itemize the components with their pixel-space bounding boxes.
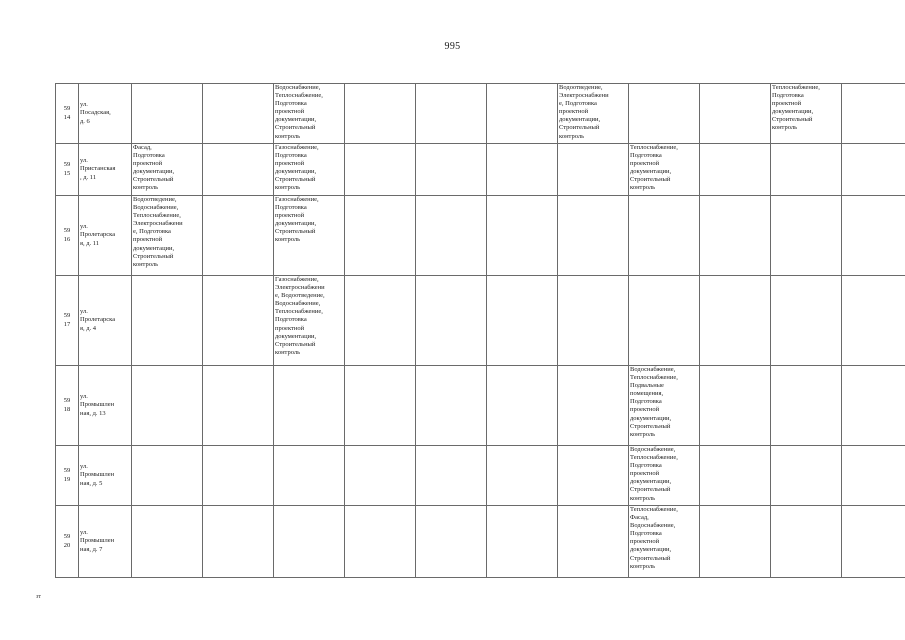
address-text: ул. Промышлен ная, д. 13 xyxy=(80,393,115,417)
work-type-cell xyxy=(487,144,558,196)
work-type-cell xyxy=(345,196,416,276)
row-number-cell xyxy=(56,506,79,578)
address-text: ул. Промышлен ная, д. 7 xyxy=(80,529,115,553)
work-type-cell xyxy=(700,196,771,276)
work-type-cell xyxy=(345,276,416,366)
work-type-text: Газоснабжение, Электроснабжени е, Водоотведение, Водоснабжение, Теплоснабжение, Подготовка проектной документации, Строительный контроль xyxy=(275,276,325,356)
work-type-text: Теплоснабжение, Подготовка проектной документации, Строительный контроль xyxy=(630,144,678,192)
address-cell xyxy=(79,84,132,144)
work-type-cell xyxy=(842,276,905,366)
row-number: 59 15 xyxy=(63,161,71,177)
work-type-cell xyxy=(629,84,700,144)
page-number: 995 xyxy=(444,41,461,52)
work-type-cell xyxy=(700,84,771,144)
work-type-cell xyxy=(842,196,905,276)
work-type-cell xyxy=(629,276,700,366)
work-type-cell xyxy=(558,196,629,276)
table-row xyxy=(56,366,905,446)
work-type-cell xyxy=(629,446,700,506)
work-type-cell xyxy=(700,276,771,366)
work-type-cell xyxy=(132,276,203,366)
row-number: 59 18 xyxy=(63,397,71,413)
work-type-cell xyxy=(274,276,345,366)
work-type-cell xyxy=(416,366,487,446)
work-type-cell xyxy=(629,506,700,578)
work-type-cell xyxy=(416,196,487,276)
table-row xyxy=(56,196,905,276)
work-type-cell xyxy=(203,506,274,578)
work-type-cell xyxy=(132,446,203,506)
work-type-cell xyxy=(558,506,629,578)
row-number: 59 16 xyxy=(63,227,71,243)
address-text: ул. Пролетарска я, д. 4 xyxy=(80,308,116,332)
address-cell xyxy=(79,506,132,578)
work-type-cell xyxy=(487,84,558,144)
work-type-cell xyxy=(842,84,905,144)
footer-mark: зт xyxy=(36,594,41,600)
address-text: ул. Промышлен ная, д. 5 xyxy=(80,463,115,487)
work-type-cell xyxy=(345,84,416,144)
work-type-cell xyxy=(416,144,487,196)
work-type-cell xyxy=(345,446,416,506)
address-cell xyxy=(79,446,132,506)
work-type-cell xyxy=(345,366,416,446)
work-type-cell xyxy=(274,506,345,578)
address-text: ул. Пролетарска я, д. 11 xyxy=(80,223,116,247)
work-type-cell xyxy=(700,506,771,578)
work-type-cell xyxy=(558,144,629,196)
address-text: ул. Посадская, д. 6 xyxy=(80,101,111,125)
table-row xyxy=(56,276,905,366)
work-type-cell xyxy=(842,446,905,506)
work-type-cell xyxy=(771,366,842,446)
address-cell xyxy=(79,196,132,276)
work-type-text: Теплоснабжение, Подготовка проектной документации, Строительный контроль xyxy=(772,84,820,132)
row-number: 59 14 xyxy=(63,105,71,121)
work-type-cell xyxy=(771,276,842,366)
work-type-text: Газоснабжение, Подготовка проектной документации, Строительный контроль xyxy=(275,144,319,192)
work-type-cell xyxy=(132,366,203,446)
work-type-cell xyxy=(771,84,842,144)
work-type-cell xyxy=(345,506,416,578)
table-row xyxy=(56,84,905,144)
work-type-cell xyxy=(274,366,345,446)
work-type-cell xyxy=(771,446,842,506)
work-type-cell xyxy=(416,446,487,506)
work-type-cell xyxy=(416,276,487,366)
work-type-cell xyxy=(132,144,203,196)
row-number-cell xyxy=(56,366,79,446)
row-number-cell xyxy=(56,446,79,506)
address-cell xyxy=(79,276,132,366)
work-type-cell xyxy=(842,366,905,446)
row-number-cell xyxy=(56,144,79,196)
table-row xyxy=(56,144,905,196)
row-number-cell xyxy=(56,276,79,366)
work-type-cell xyxy=(132,196,203,276)
work-type-cell xyxy=(203,144,274,196)
table-row xyxy=(56,446,905,506)
work-type-cell xyxy=(487,506,558,578)
works-schedule-table xyxy=(55,83,905,578)
work-type-cell xyxy=(842,144,905,196)
work-type-cell xyxy=(771,144,842,196)
work-type-text: Водоснабжение, Теплоснабжение, Подготовка проектной документации, Строительный контроль xyxy=(630,446,678,502)
work-type-cell xyxy=(487,276,558,366)
work-type-cell xyxy=(487,446,558,506)
work-type-cell xyxy=(629,144,700,196)
table-body xyxy=(56,84,905,578)
work-type-cell xyxy=(416,84,487,144)
work-type-cell xyxy=(558,276,629,366)
work-type-text: Газоснабжение, Подготовка проектной документации, Строительный контроль xyxy=(275,196,319,244)
work-type-cell xyxy=(203,446,274,506)
work-type-cell xyxy=(558,84,629,144)
work-type-cell xyxy=(700,366,771,446)
work-type-cell xyxy=(274,144,345,196)
work-type-cell xyxy=(203,366,274,446)
work-type-cell xyxy=(842,506,905,578)
work-type-cell xyxy=(274,196,345,276)
work-type-cell xyxy=(629,366,700,446)
address-text: ул. Пристанская , д. 11 xyxy=(80,157,116,181)
work-type-cell xyxy=(203,84,274,144)
row-number: 59 17 xyxy=(63,312,71,328)
row-number: 59 20 xyxy=(63,533,71,549)
work-type-cell xyxy=(629,196,700,276)
row-number-cell xyxy=(56,196,79,276)
work-type-cell xyxy=(203,276,274,366)
work-type-text: Фасад, Подготовка проектной документации, Строительный контроль xyxy=(133,144,175,192)
work-type-cell xyxy=(416,506,487,578)
work-type-cell xyxy=(771,196,842,276)
work-type-cell xyxy=(274,84,345,144)
work-type-text: Водоснабжение, Теплоснабжение, Подвальные помещения, Подготовка проектной документации, Строительный контроль xyxy=(630,366,678,438)
work-type-cell xyxy=(771,506,842,578)
work-type-cell xyxy=(274,446,345,506)
row-number: 59 19 xyxy=(63,467,71,483)
row-number-cell xyxy=(56,84,79,144)
work-type-cell xyxy=(132,84,203,144)
work-type-cell xyxy=(487,196,558,276)
work-type-cell xyxy=(345,144,416,196)
work-type-text: Водоотведение, Водоснабжение, Теплоснабжение, Электроснабжени е, Подготовка проектной документации, Строительный контроль xyxy=(133,196,183,268)
work-type-text: Водоснабжение, Теплоснабжение, Подготовка проектной документации, Строительный контроль xyxy=(275,84,323,140)
work-type-text: Водоотведение, Электроснабжени е, Подготовка проектной документации, Строительный контроль xyxy=(559,84,609,140)
work-type-cell xyxy=(700,144,771,196)
address-cell xyxy=(79,144,132,196)
work-type-text: Теплоснабжение, Фасад, Водоснабжение, Подготовка проектной документации, Строительный контроль xyxy=(630,506,678,570)
work-type-cell xyxy=(203,196,274,276)
work-type-cell xyxy=(132,506,203,578)
work-type-cell xyxy=(700,446,771,506)
table-row xyxy=(56,506,905,578)
address-cell xyxy=(79,366,132,446)
work-type-cell xyxy=(558,446,629,506)
work-type-cell xyxy=(487,366,558,446)
work-type-cell xyxy=(558,366,629,446)
